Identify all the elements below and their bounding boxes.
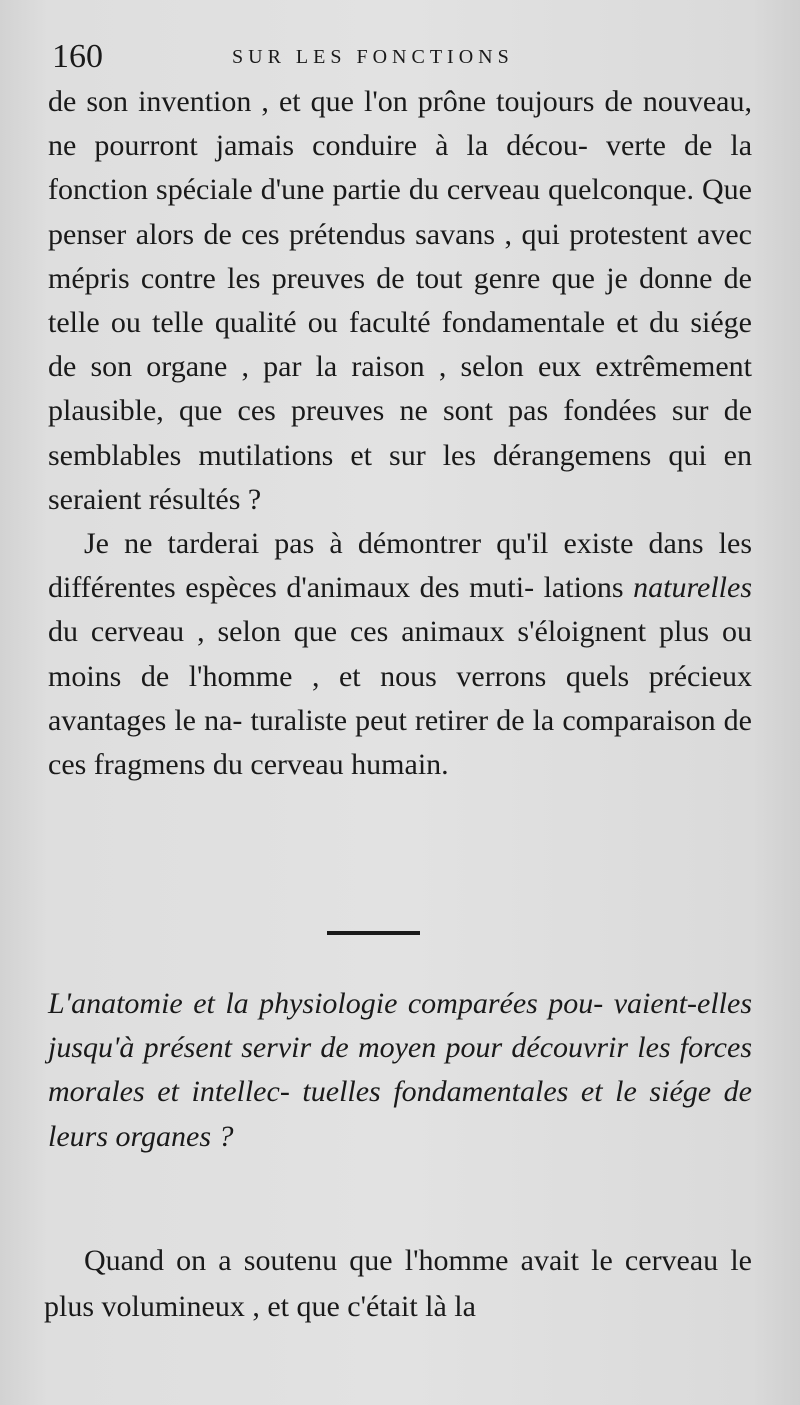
text-run: du cerveau , selon que ces animaux s'éloignent plus ou moins de l'homme , et nous verrons quels précieux avantages le na- turaliste peut retirer de la comparaison de ces fragmens du cerveau humain. bbox=[48, 615, 752, 782]
final-paragraph-text: Quand on a soutenu que l'homme avait le cerveau le plus volumineux , et que c'était là la bbox=[44, 1244, 752, 1323]
section-divider bbox=[327, 931, 420, 935]
text-line: sur les dérangemens qui en seraient résultés ? bbox=[48, 438, 752, 516]
text-line: verte de la fonction spéciale d'une partie du bbox=[48, 129, 753, 207]
section-heading bbox=[48, 982, 752, 1159]
text-line: de telle ou telle qualité ou faculté fondamentale bbox=[48, 261, 752, 340]
page-header bbox=[52, 38, 748, 78]
text-line: nouveau, ne pourront jamais conduire à la décou- bbox=[48, 85, 752, 163]
paragraph-1 bbox=[48, 80, 752, 522]
text-line: cerveau quelconque. Que penser alors de ces bbox=[48, 173, 753, 251]
text-line: et du siége de son organe , par la raison , selon bbox=[48, 306, 752, 384]
paragraph-2 bbox=[48, 522, 752, 787]
text-run: Je ne tarderai pas à démontrer qu'il existe dans les différentes espèces d'animaux des muti- lations bbox=[48, 527, 752, 605]
final-paragraph bbox=[44, 1238, 752, 1330]
running-title: SUR LES FONCTIONS bbox=[232, 46, 514, 68]
text-line: de son invention , et que l'on prône toujours de bbox=[48, 85, 643, 118]
section-heading-text: L'anatomie et la physiologie comparées pou- vaient-elles jusqu'à présent servir de moyen pour découvrir les forces morales et intellec- tuelles fondamentales et le siége de leurs organes ? bbox=[48, 987, 752, 1153]
text-line: contre les preuves de tout genre que je donne bbox=[140, 261, 724, 295]
page-number: 160 bbox=[52, 38, 103, 75]
body-text bbox=[48, 80, 752, 787]
text-line: prétendus savans , qui protestent avec mépris bbox=[48, 217, 752, 295]
text-line: sont pas fondées sur de semblables mutilations et bbox=[48, 394, 753, 472]
text-line: eux extrêmement plausible, que ces preuves ne bbox=[48, 350, 752, 428]
emphasized-word: naturelles bbox=[633, 571, 752, 605]
